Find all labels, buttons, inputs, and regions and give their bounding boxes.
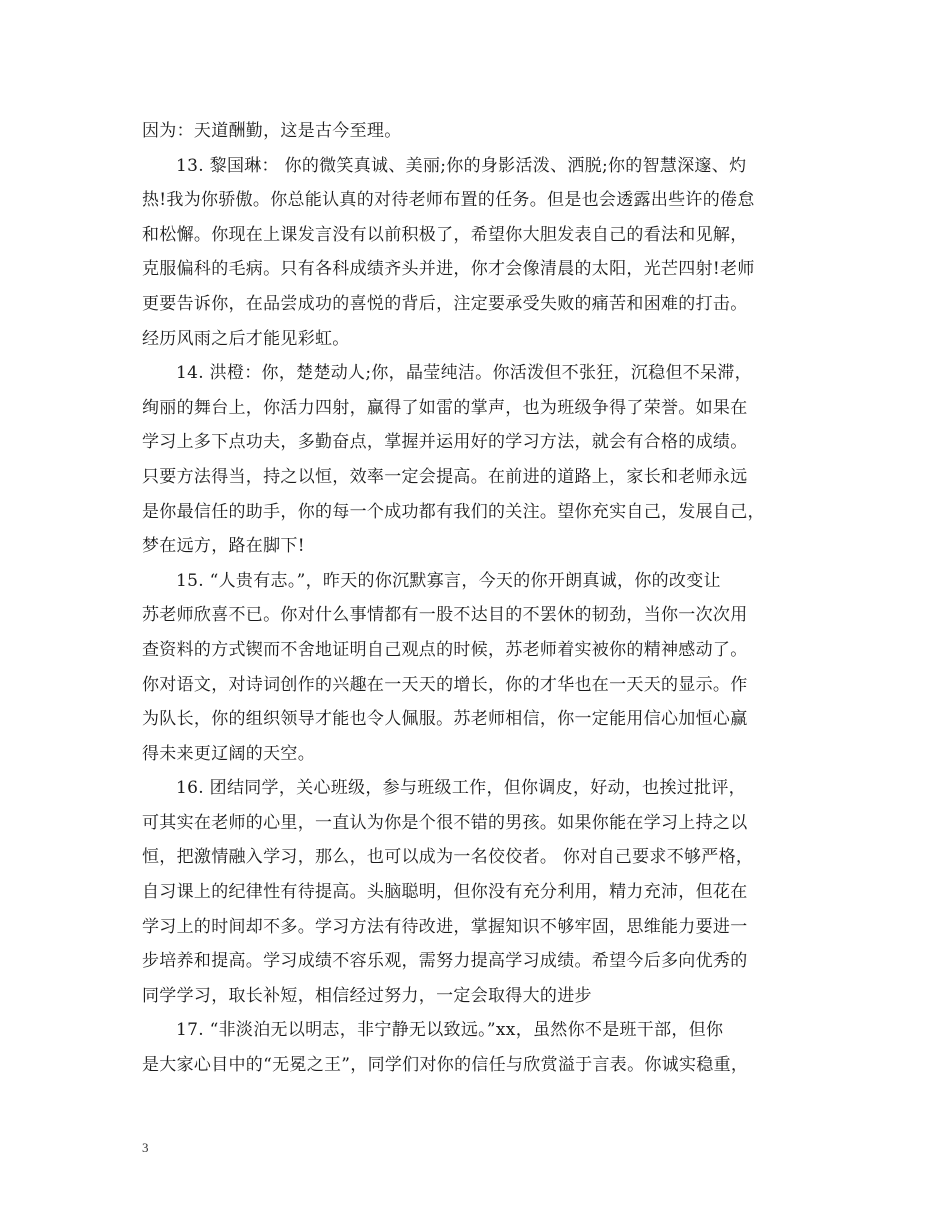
text-line: 克服偏科的毛病。只有各科成绩齐头并进，你才会像清晨的太阳，光芒四射!老师 (142, 259, 755, 280)
text-line: 热!我为你骄傲。你总能认真的对待老师布置的任务。但是也会透露出些许的倦怠 (142, 190, 755, 211)
text-line: 只要方法得当，持之以恒，效率一定会提高。在前进的道路上，家长和老师永远 (142, 466, 748, 487)
text-line: 你对语文，对诗词创作的兴趣在一天天的增长，你的才华也在一天天的显示。作 (142, 674, 748, 695)
text-line: 同学学习，取长补短，相信经过努力，一定会取得大的进步 (142, 985, 592, 1006)
text-line: 更要告诉你，在品尝成功的喜悦的背后，注定要承受失败的痛苦和困难的打击。 (142, 293, 748, 314)
text-line: 绚丽的舞台上，你活力四射，赢得了如雷的掌声，也为班级争得了荣誉。如果在 (142, 397, 748, 418)
text-line: 因为：天道酬勤，这是古今至理。 (142, 121, 402, 141)
text-line: 查资料的方式锲而不舍地证明自己观点的时候，苏老师着实被你的精神感动了。 (142, 639, 748, 660)
text-line: 可其实在老师的心里，一直认为你是个很不错的男孩。如果你能在学习上持之以 (142, 812, 748, 833)
text-line: 苏老师欣喜不已。你对什么事情都有一股不达目的不罢休的韧劲，当你一次次用 (142, 605, 748, 626)
text-line: 是大家心目中的“无冕之王”，同学们对你的信任与欣赏溢于言表。你诚实稳重， (142, 1055, 749, 1076)
text-line: 为队长，你的组织领导才能也令人佩服。苏老师相信，你一定能用信心加恒心赢 (142, 709, 748, 730)
text-line: 13. 黎国琳： 你的微笑真诚、美丽;你的身影活泼、洒脱;你的智慧深邃、灼 (176, 155, 747, 176)
text-line: 学习上多下点功夫，多勤奋点，掌握并运用好的学习方法，就会有合格的成绩。 (142, 432, 748, 453)
document-body (142, 114, 832, 1083)
text-line: 恒，把激情融入学习，那么，也可以成为一名佼佼者。 你对自己要求不够严格， (142, 847, 754, 868)
text-line: 15. “人贵有志。”，昨天的你沉默寡言，今天的你开朗真诚，你的改变让 (176, 570, 721, 591)
text-line: 14. 洪橙：你，楚楚动人;你，晶莹纯洁。你活泼但不张狂，沉稳但不呆滞， (176, 363, 752, 384)
text-line: 17. “非淡泊无以明志，非宁静无以致远。”xx，虽然你不是班干部，但你 (176, 1020, 724, 1041)
text-line: 经历风雨之后才能见彩虹。 (142, 328, 350, 349)
text-line: 和松懈。你现在上课发言没有以前积极了，希望你大胆发表自己的看法和见解， (142, 224, 748, 245)
text-line: 学习上的时间却不多。学习方法有待改进，掌握知识不够牢固，思维能力要进一 (142, 916, 748, 937)
text-line: 步培养和提高。学习成绩不容乐观，需努力提高学习成绩。希望今后多向优秀的 (142, 951, 748, 972)
text-line: 16. 团结同学，关心班级，参与班级工作，但你调皮，好动，也挨过批评， (176, 778, 746, 799)
text-line: 是你最信任的助手，你的每一个成功都有我们的关注。望你充实自己，发展自己， (142, 501, 765, 522)
text-line: 得未来更辽阔的天空。 (142, 743, 315, 764)
text-line: 梦在远方，路在脚下! (142, 536, 305, 557)
text-line: 自习课上的纪律性有待提高。头脑聪明，但你没有充分利用，精力充沛，但花在 (142, 882, 748, 903)
page-number: 3 (142, 1140, 149, 1155)
